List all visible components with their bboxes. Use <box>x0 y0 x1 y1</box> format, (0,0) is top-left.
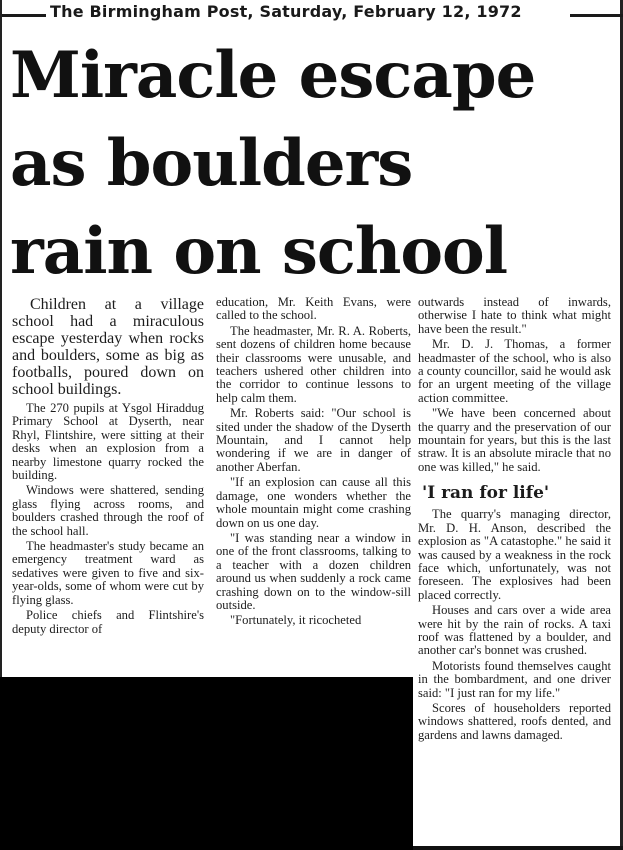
paragraph: "If an explosion can cause all this damage, one wonders whether the whole mountain might come crashing down on us one day. <box>216 475 411 530</box>
paragraph: Children at a village school had a miraculous escape yesterday when rocks and boulders, some as big as footballs, poured down on school buildings. <box>12 296 204 398</box>
paragraph: The 270 pupils at Ysgol Hiraddug Primary School at Dyserth, near Rhyl, Flintshire, were sitting at their desks when an explosion from a nearby limestone quarry rocked the building. <box>12 401 204 483</box>
page-edge-bottom <box>413 846 623 850</box>
paragraph: Scores of householders reported windows shattered, roofs dented, and gardens and lawns damaged. <box>418 700 611 742</box>
paragraph: The headmaster's study became an emergency treatment ward as sedatives were given to five and six-year-olds, some of whom were cut by flying glass. <box>12 539 204 607</box>
headline-line-2: as boulders <box>10 126 413 201</box>
paragraph: "We have been concerned about the quarry and the preservation of our mountain for years, but this is the last straw. It is an absolute miracle that no one was killed," he said. <box>418 406 611 474</box>
article-column-2 <box>216 296 411 630</box>
paragraph: Mr. Roberts said: "Our school is sited under the shadow of the Dyserth Mountain, and I cannot help wondering if we are in danger of another Aberfan. <box>216 406 411 474</box>
paragraph: "I was standing near a window in one of the front classrooms, talking to a teacher with a dozen children around us when suddenly a rock came crashing down on to the window-sill outside. <box>216 530 411 612</box>
paragraph: Police chiefs and Flintshire's deputy director of <box>12 608 204 636</box>
paragraph: "Fortunately, it ricocheted <box>230 613 362 628</box>
paragraph: Windows were shattered, sending glass flying across rooms, and boulders crashed through the roof of the school hall. <box>12 483 204 538</box>
paragraph: outwards instead of inwards, otherwise I hate to think what might have been the result." <box>418 295 611 336</box>
paragraph: Mr. D. J. Thomas, a former headmaster of the school, who is also a county councillor, said he would ask for an urgent meeting of the village action committee. <box>418 337 611 405</box>
article-column-3 <box>418 296 611 744</box>
blacked-out-region <box>0 677 413 850</box>
paragraph: The quarry's managing director, Mr. D. H. Anson, described the explosion as "A catastophe." he said it was caused by a weakness in the rock face which, unfortunately, was not foreseen. The explosives had been placed correctly. <box>418 507 611 602</box>
paragraph: Motorists found themselves caught in the bombardment, and one driver said: "I just ran for my life." <box>418 658 611 700</box>
headline-line-1: Miracle escape <box>10 38 536 113</box>
paragraph: Houses and cars over a wide area were hit by the rain of rocks. A taxi roof was flattened by a boulder, and another car's bonnet was crushed. <box>418 603 611 658</box>
dateline-rule-left <box>2 14 46 17</box>
dateline-rule-right <box>570 14 623 17</box>
subheading: 'I ran for life' <box>422 483 550 504</box>
paragraph: education, Mr. Keith Evans, were called to the school. <box>216 295 411 323</box>
dateline-text: The Birmingham Post, Saturday, February 12, 1972 <box>50 2 522 21</box>
dateline-bar <box>0 0 623 26</box>
headline-line-3: rain on school <box>10 214 508 289</box>
article-column-1 <box>12 296 204 638</box>
paragraph: The headmaster, Mr. R. A. Roberts, sent dozens of children home because their classrooms were unusable, and teachers ushered other children into the corridor to continue lessons to help calm them. <box>216 323 411 405</box>
headline <box>10 32 610 296</box>
